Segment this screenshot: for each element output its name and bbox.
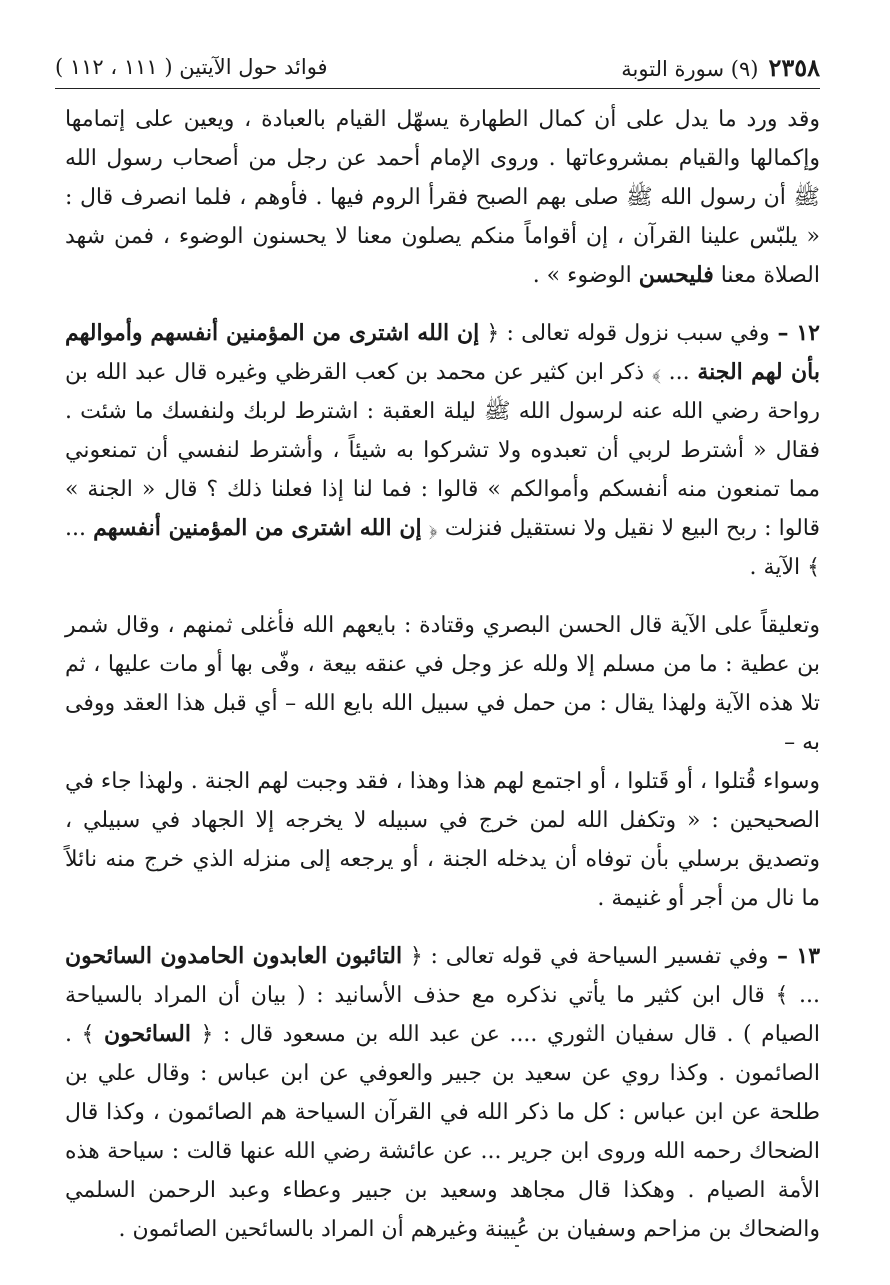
- body-text: وتعليقاً على الآية قال الحسن البصري وقتادة : بايعهم الله فأغلى ثمنهم ، وقال شمر بن عطية : ما من مسلم إلا ولله عز وجل في عنقه بيعة ، وفّى بها أو مات عليها ، ثم تلا هذه الآية ولهذا يقال : من حمل في سبيل الله بايع الله – أي قبل هذا العقد ووفى به –: [65, 613, 820, 755]
- page-header: [55, 52, 820, 82]
- header-right: [621, 53, 820, 82]
- body-text: ... ﴾ قال ابن كثير ما يأتي نذكره مع حذف الأسانيد : ( بيان أن المراد بالسياحة الصيام ) . قال سفيان الثوري .... عن عبد الله بن مسعود قال : ﴿: [65, 983, 821, 1047]
- header-topic: فوائد حول الآيتين ( ١١١ ، ١١٢ ): [55, 55, 328, 79]
- emphasis-text: فليحسن: [638, 262, 714, 288]
- emphasis-text: السائحون: [103, 1021, 191, 1047]
- page-number: ٢٣٥٨: [768, 52, 820, 82]
- emphasis-text: إن الله اشترى من المؤمنين أنفسهم: [93, 515, 422, 541]
- emphasis-text: التائبون العابدون الحامدون السائحون: [65, 943, 403, 969]
- paragraph-1: [65, 100, 820, 295]
- paragraph-5: [65, 937, 820, 1249]
- paragraph-2: [65, 314, 820, 587]
- bottom-dot: [515, 1245, 519, 1247]
- body-text: وفي تفسير السياحة في قوله تعالى : ﴿: [402, 944, 769, 969]
- body-text: الوضوء » .: [532, 263, 639, 288]
- emphasis-text: ١٣ –: [768, 943, 821, 969]
- body-text: ... ﴾ ذكر ابن كثير عن محمد بن كعب القرظي وغيره قال عبد الله بن رواحة رضي الله عنه لرسول الله ﷺ ليلة العقبة : اشترط لربك ولنفسك ما شئت . فقال « أشترط لربي أن تعبدوه ولا تشركوا به شيئاً ، وأشترط لنفسي أن تمنعوني مما تمنعون منه أنفسكم وأموالكم » قالوا : فما لنا إذا فعلنا ذلك ؟ قال « الجنة » قالوا : ربح البيع لا نقيل ولا نستقيل فنزلت ﴿: [65, 360, 820, 541]
- body-text: وفي سبب نزول قوله تعالى : ﴿: [479, 321, 770, 346]
- paragraph-3: [65, 606, 820, 762]
- header-divider: [55, 88, 820, 89]
- body-text: ... ﴾ الآية .: [65, 516, 820, 580]
- page-body: [65, 100, 820, 1249]
- surah-title: (٩) سورة التوبة: [621, 56, 759, 81]
- body-text: وسواء قُتلوا ، أو قَتلوا ، أو اجتمع لهم هذا وهذا ، فقد وجبت لهم الجنة . ولهذا جاء في الصحيحين : « وتكفل الله لمن خرج في سبيله لا يخرجه إلا الجهاد في سبيلي ، وتصديق برسلي بأن توفاه أن يدخله الجنة ، أو يرجعه إلى منزله الذي خرج منه نائلاً ما نال من أجر أو غنيمة .: [65, 769, 820, 911]
- emphasis-text: ١٢ –: [769, 320, 820, 346]
- body-text: وقد ورد ما يدل على أن كمال الطهارة يسهّل القيام بالعبادة ، ويعين على إتمامها وإكمالها والقيام بمشروعاتها . وروى الإمام أحمد عن رجل من أصحاب رسول الله ﷺ أن رسول الله ﷺ صلى بهم الصبح فقرأ الروم فيها . فأوهم ، فلما انصرف قال : « يلبّس علينا القرآن ، إن أقواماً منكم يصلون معنا لا يحسنون الوضوء ، فمن شهد الصلاة معنا: [65, 107, 820, 288]
- body-text: ﴾ . الصائمون . وكذا روي عن سعيد بن جبير والعوفي عن ابن عباس : وقال علي بن طلحة عن ابن عباس : كل ما ذكر الله في القرآن السياحة هم الصائمون ، وكذا قال الضحاك رحمه الله وروى ابن جرير ... عن عائشة رضي الله عنها قالت : سياحة هذه الأمة الصيام . وهكذا قال مجاهد وسعيد بن جبير وعطاء وعبد الرحمن السلمي والضحاك بن مزاحم وسفيان بن عُيينة وغيرهم أن المراد بالسائحين الصائمون .: [65, 1022, 820, 1242]
- paragraph-4: [65, 762, 820, 918]
- emphasis-text: إن الله اشترى من المؤمنين أنفسهم وأموالهم بأن لهم الجنة: [65, 320, 820, 385]
